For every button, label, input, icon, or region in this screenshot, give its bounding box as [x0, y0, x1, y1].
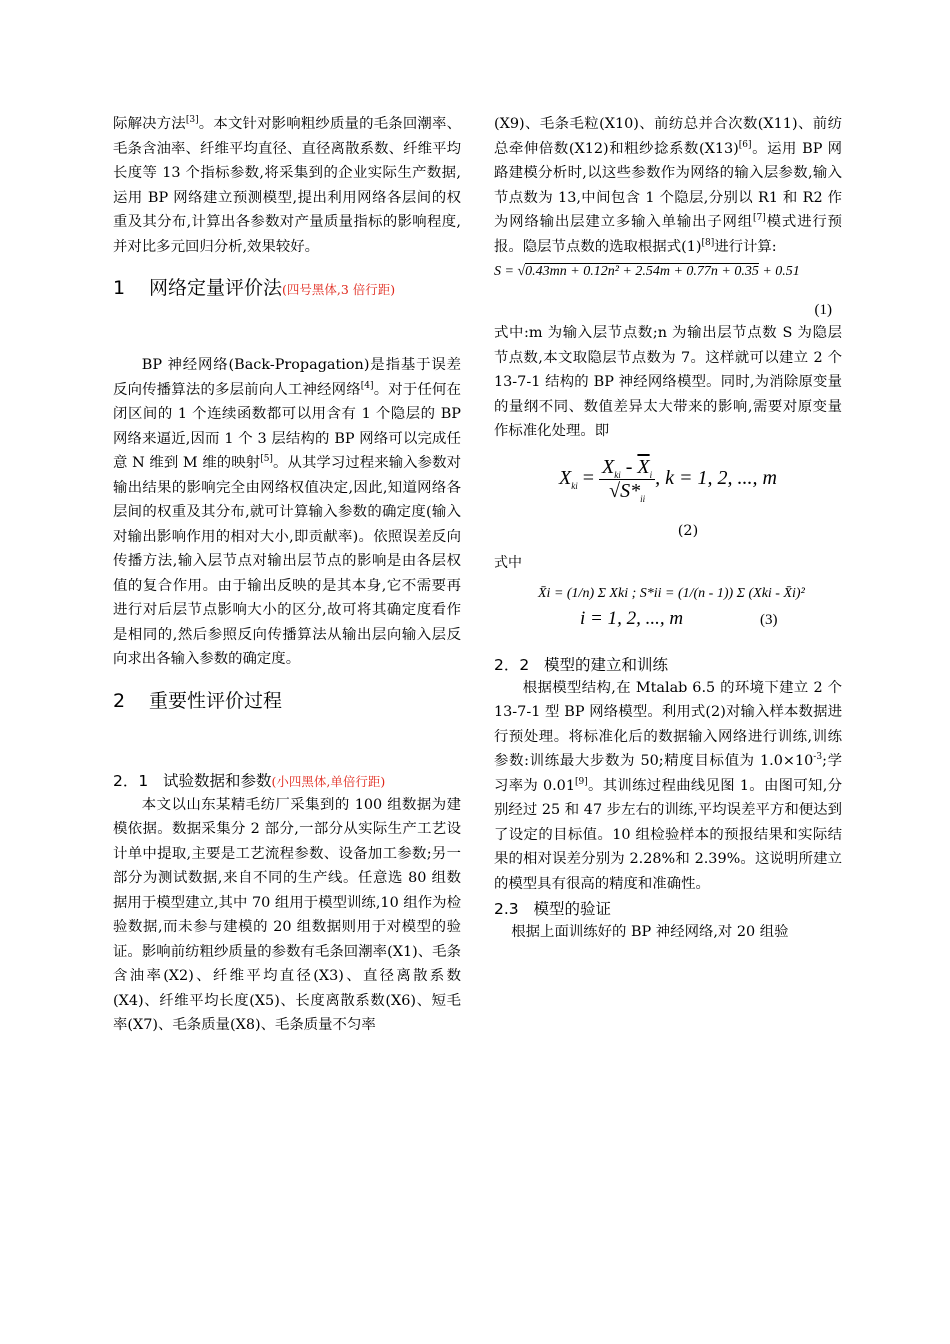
format-note: (四号黑体,3 倍行距) — [282, 282, 396, 297]
citation-8: [8] — [701, 237, 715, 248]
equation-1: S = √0.43mn + 0.12n² + 2.54m + 0.77n + 0.35 + 0.51 — [494, 264, 800, 279]
citation-9: [9] — [575, 776, 588, 787]
citation-4: [4] — [360, 380, 374, 391]
citation-6: [6] — [738, 139, 752, 150]
equation-3-number: (3) — [760, 611, 778, 628]
intro-paragraph: 际解决方法[3]。本文针对影响粗纱质量的毛条回潮率、毛条含油率、纤维平均直径、直径离散系数、纤维平均长度等 13 个指标参数,将采集到的企业实际生产数据,运用 BP 网络建立预测模型,提出利用网络各层间的权重及其分布,计算出各参数对产量质量指标的影响程度,并对比多元回归分析,效果较好。 — [113, 115, 461, 255]
equation-2-number: (2) — [677, 522, 699, 539]
section-2-3-heading: 2.3 模型的验证 — [494, 900, 611, 918]
citation-7: [7] — [753, 213, 766, 224]
bp-paragraph: BP 神经网络(Back-Propagation)是指基于误差反向传播算法的多层前向人工神经网络[4]。对于任何在闭区间的 1 个连续函数都可以用含有 1 个隐层的 BP 网络来逼近,因而 1 个 3 层结构的 BP 网络可以完成任意 N 维到 M 维的映射[5]。从其学习过程来输入参数对输出结果的影响完全由网络权值决定,因此,知道网络各层间的权重及其分布,就可计算输入参数的确定度(输入对输出影响作用的相对大小,即贡献率)。依照误差反向传播方法,输入层节点对输出层节点的影响是由各层权值的复合作用。由于输出反映的是其本身,它不需要再进行对后层节点影响大小的区分,故可将其确定度看作是相同的,然后参照反向传播算法从输出层向输入层反向求出各输入参数的确定度。 — [113, 357, 461, 667]
exponent: -3 — [813, 752, 823, 763]
where-label: 式中 — [494, 554, 522, 571]
data-paragraph: 本文以山东某精毛纺厂采集到的 100 组数据为建模依据。数据采集分 2 部分,一部分从实际生产工艺设计单中提取,主要是工艺流程参数、设备加工参数;另一部分为测试数据,来自不同的生产线。任意选 80 组数据用于模型建立,其中 70 组用于模型训练,10 组作为检验数据,而未参与建模的 20 组数据则用于对模型的验证。影响前纺粗纱质量的参数有毛条回潮率(X1)、毛条含油率(X2)、纤维平均直径(X3)、直径离散系数(X4)、纤维平均长度(X5)、长度离散系数(X6)、短毛率(X7)、毛条质量(X8)、毛条质量不匀率 — [113, 796, 461, 1033]
citation-5: [5] — [260, 454, 273, 465]
equation-1-number: (1) — [814, 302, 832, 318]
section-2-heading: 2 重要性评价过程 — [113, 689, 283, 712]
format-note: (小四黑体,单倍行距) — [271, 773, 386, 789]
params-paragraph: (X9)、毛条毛粒(X10)、前纺总并合次数(X11)、前纺总牵伸倍数(X12)和粗纱捻系数(X13)[6]。运用 BP 网路建模分析时,以这些参数作为网络的输入层参数,输入节点数为 13,中间包含 1 个隐层,分别以 R1 和 R2 作为网络输出层建立多输入单输出子网组[7]模式进行预报。隐层节点数的选取根据式(1)[8]进行计算: — [494, 116, 842, 255]
left-column — [113, 112, 461, 1038]
citation-3: [3] — [185, 115, 199, 126]
where-paragraph: 式中:m 为输入层节点数;n 为输出层节点数 S 为隐层节点数,本文取隐层节点数为 7。这样就可以建立 2 个 13-7-1 结构的 BP 神经网络模型。同时,为消除原变量的量纲不同、数值差异太大带来的影响,需要对原变量作标准化处理。即 — [494, 325, 842, 439]
equation-3: X̄i = (1/n) Σ Xki ; S*ii = (1/(n - 1)) Σ (Xki - X̄i)² — [538, 585, 805, 601]
training-paragraph: 根据模型结构,在 Mtalab 6.5 的环境下建立 2 个 13-7-1 型 BP 网络模型。利用式(2)对输入样本数据进行预处理。将标准化后的数据输入网络进行训练,训练参数:训练最大步数为 50;精度目标值为 $1.0\times 10^{-3}$;学习率为 0.01[9]。其训练过程曲线见图 1。由图可知,分别经过 25 和 47 步左右的训练,平均误差平方和便达到了设定的目标值。10 组检验样本的预报结果和实际结果的相对误差分别为 2.28%和 2.39%。这说明所建立的模型具有很高的精度和准确性。 — [494, 679, 842, 892]
equation-2: $X_{ki}$ = $\frac{X_{ki} - \overline{X}_i}{√S*_{ii}}$ , k = 1, 2, ..., m — [559, 455, 777, 504]
right-column — [494, 112, 842, 945]
equation-3-range: i = 1, 2, ..., m — [580, 607, 684, 629]
section-2-2-heading: 2．2 模型的建立和训练 — [494, 655, 669, 674]
section-2-1-heading: 2．1 试验数据和参数(小四黑体,单倍行距) — [113, 771, 386, 790]
section-1-heading: 1 网络定量评价法(四号黑体,3 倍行距) — [113, 277, 396, 299]
verify-paragraph: 根据上面训练好的 BP 神经网络,对 20 组验 — [511, 924, 789, 940]
